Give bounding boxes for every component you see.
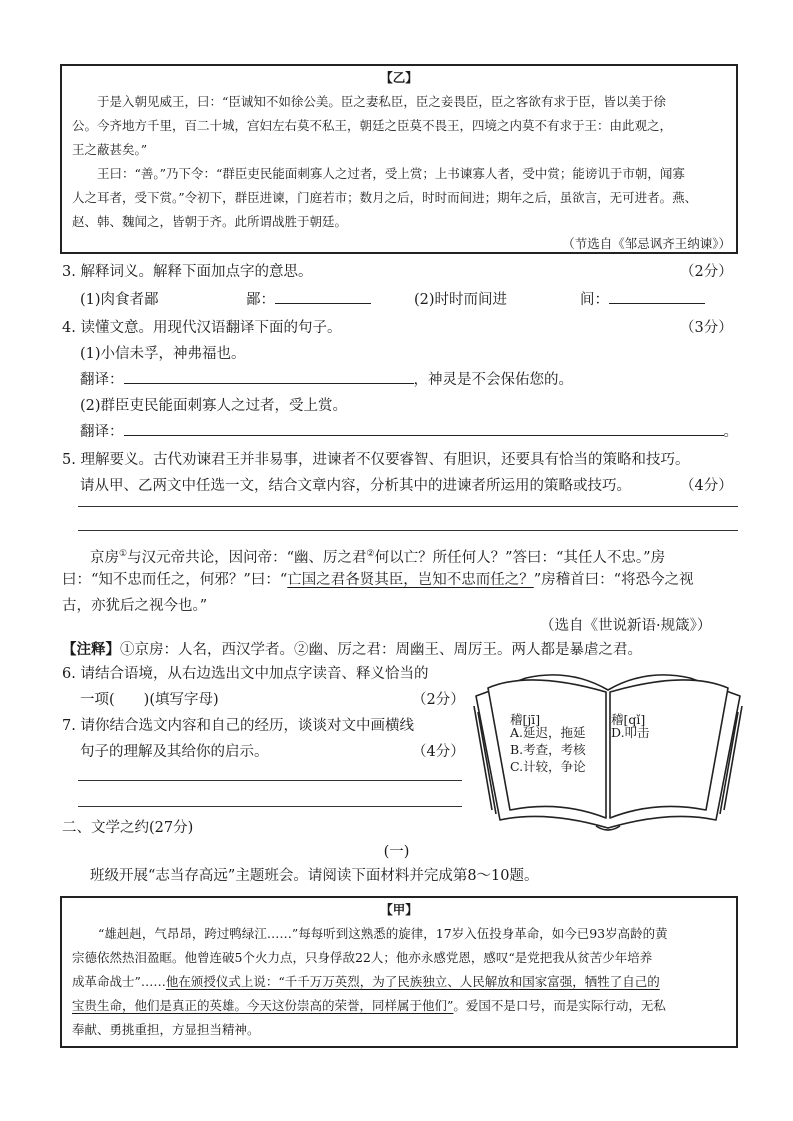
question-5-line-2: 请从甲、乙两文中任选一文，结合文章内容，分析其中的进谏者所运用的策略或技巧。 bbox=[80, 478, 631, 494]
question-3-item-2: (2)时时而间进 bbox=[414, 292, 508, 308]
passage-jia-line-4 bbox=[72, 994, 666, 1018]
item-1-text: (1)肉食者鄙 bbox=[80, 292, 159, 308]
passage-jia-line-3 bbox=[72, 970, 660, 994]
passage-yi-line: 公。今齐地方千里，百二十城，宫妇左右莫不私王，朝廷之臣莫不畏王，四境之内莫不有求于王：由此观之， bbox=[72, 118, 673, 133]
answer-blank[interactable] bbox=[124, 369, 414, 384]
note-text: ①京房：人名，西汉学者。②幽、厉之君：周幽王、周厉王。两人都是暴虐之君。 bbox=[120, 642, 642, 658]
question-3-word-2 bbox=[580, 286, 705, 314]
question-3-item-1 bbox=[80, 286, 159, 314]
question-4: 4. 读懂文意。用现代汉语翻译下面的句子。 bbox=[62, 320, 342, 336]
question-7-line-2: 句子的理解及其给你的启示。 bbox=[80, 744, 269, 760]
book-option-a: A.延迟，拖延 bbox=[510, 725, 586, 740]
question-6-score: （2分） bbox=[412, 692, 465, 708]
book-left-heading: 稽[jī] bbox=[510, 712, 541, 727]
passage-yi-header: 【乙】 bbox=[380, 70, 418, 85]
note-label: 【注释】 bbox=[62, 641, 120, 658]
section-2-subtitle: (一) bbox=[383, 844, 410, 860]
answer-blank[interactable] bbox=[609, 289, 705, 304]
book-option-b: B.考查，考核 bbox=[510, 742, 586, 757]
passage-yi-line: 王曰：“善。”乃下令：“群臣吏民能面刺寡人之过者，受上赏；上书谏寡人者，受中赏；能谤讥于市朝，闻寡 bbox=[97, 166, 685, 181]
question-4-sentence-1: (1)小信未孚，神弗福也。 bbox=[80, 346, 246, 362]
question-7-score: （4分） bbox=[412, 744, 465, 760]
question-6-line-1: 6. 请结合语境，从右边选出文中加点字读音、释义恰当的 bbox=[62, 666, 429, 682]
answer-line[interactable] bbox=[78, 506, 738, 507]
passage-text: 曰：“知不忠而任之，何邪？”曰：“ bbox=[62, 572, 288, 588]
answer-blank[interactable] bbox=[275, 289, 371, 304]
question-3-word-1 bbox=[246, 286, 371, 314]
footnote-marker: ① bbox=[119, 549, 128, 559]
section-2-intro: 班级开展“志当存高远”主题班会。请阅读下面材料并完成第8～10题。 bbox=[90, 868, 539, 884]
footnote-marker: ② bbox=[366, 549, 375, 559]
passage-text: 何以亡？所任何人？”答曰：“其任人不忠。”房 bbox=[374, 549, 666, 566]
passage-text: 与汉元帝共论，因问帝：“幽、厉之君 bbox=[127, 549, 367, 566]
translation-tail: ，神灵是不会保佑您的。 bbox=[413, 372, 573, 388]
passage-3-line-3: 古，亦犹后之视今也。” bbox=[62, 598, 208, 614]
question-4-score: （3分） bbox=[680, 320, 733, 336]
passage-text: 成革命战士”…… bbox=[72, 974, 166, 989]
question-3-score: （2分） bbox=[680, 264, 733, 280]
passage-text: 。爱国不是口号，而是实际行动，无私 bbox=[453, 998, 666, 1013]
passage-3-line-2 bbox=[62, 566, 694, 594]
passage-3-source: （选自《世说新语·规箴》） bbox=[540, 618, 712, 634]
question-4-translation-2 bbox=[80, 418, 738, 446]
book-right-heading: 稽[qǐ] bbox=[611, 712, 646, 727]
passage-text: ”房稽首曰：“将恐今之视 bbox=[533, 572, 694, 588]
question-5-line-1: 5. 理解要义。古代劝谏君王并非易事，进谏者不仅要睿智、有胆识，还要具有恰当的策略和技巧。 bbox=[62, 452, 690, 468]
word-2-label: 间： bbox=[580, 292, 609, 308]
answer-line[interactable] bbox=[78, 780, 462, 781]
word-1-label: 鄙： bbox=[246, 292, 275, 308]
answer-line[interactable] bbox=[78, 806, 462, 807]
passage-yi-source: （节选自《邹忌讽齐王纳谏》） bbox=[562, 236, 731, 251]
question-5-score: （4分） bbox=[680, 478, 733, 494]
passage-yi-line: 于是入朝见威王，曰：“臣诚知不如徐公美。臣之妻私臣，臣之妾畏臣，臣之客欲有求于臣，皆以美于徐 bbox=[97, 94, 666, 109]
underlined-sentence: 亡国之君各贤其臣，岂知不忠而任之？ bbox=[287, 572, 534, 588]
passage-yi-line: 赵、韩、魏闻之，皆朝于齐。此所谓战胜于朝廷。 bbox=[72, 214, 348, 229]
passage-yi-line: 人之耳者，受下赏。”令初下，群臣进谏，门庭若市；数月之后，时时而间进；期年之后，虽欲言，无可进者。燕、 bbox=[72, 190, 698, 205]
answer-line[interactable] bbox=[78, 530, 738, 531]
translation-label: 翻译： bbox=[80, 372, 124, 388]
question-4-sentence-2: (2)群臣吏民能面刺寡人之过者，受上赏。 bbox=[80, 398, 348, 414]
underlined-sentence: 宝贵生命，他们是真正的英雄。今天这份崇高的荣誉，同样属于他们” bbox=[72, 998, 454, 1013]
question-7-line-1: 7. 请你结合选文内容和自己的经历，谈谈对文中画横线 bbox=[62, 718, 414, 734]
translation-tail: 。 bbox=[723, 424, 738, 440]
question-4-translation-1 bbox=[80, 366, 573, 394]
answer-blank[interactable] bbox=[124, 421, 724, 436]
book-option-d: D.叩击 bbox=[611, 725, 650, 740]
passage-jia-line: 宗德依然热泪盈眶。他曾连破5个火力点，只身俘敌22人；他亦永感党恩，感叹“是党把我从贫苦少年培养 bbox=[72, 950, 653, 965]
book-option-c: C.计较，争论 bbox=[510, 759, 586, 774]
translation-label: 翻译： bbox=[80, 424, 124, 440]
passage-jia-header: 【甲】 bbox=[380, 902, 418, 917]
question-3: 3. 解释词义。解释下面加点字的意思。 bbox=[62, 264, 313, 280]
passage-jia-line: 奉献、勇挑重担，方显担当精神。 bbox=[72, 1022, 260, 1037]
passage-jia-line: “雄赳赳，气昂昂，跨过鸭绿江……”每每听到这熟悉的旋律，17岁入伍投身革命，如今已93岁高龄的黄 bbox=[98, 926, 668, 941]
underlined-sentence: 他在颁授仪式上说：“千千万万英烈，为了民族独立、人民解放和国家富强，牺牲了自己的 bbox=[165, 974, 660, 989]
question-6-line-2: 一项( )(填写字母) bbox=[80, 692, 219, 708]
passage-text: 京房 bbox=[90, 549, 119, 566]
section-2-title: 二、文学之约(27分) bbox=[62, 820, 194, 836]
passage-yi-line: 王之蔽甚矣。” bbox=[72, 142, 148, 157]
